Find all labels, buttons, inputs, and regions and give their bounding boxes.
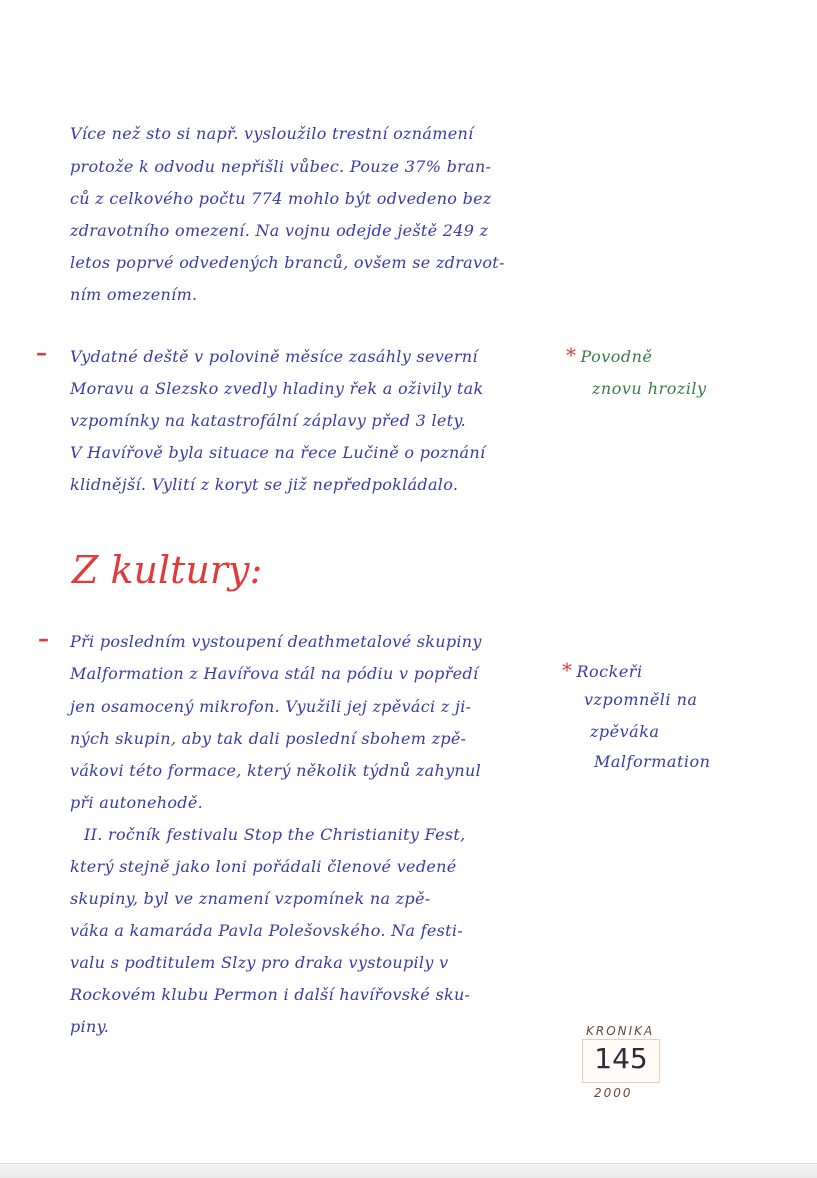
text-line: klidnější. Vylití z koryt se již nepředpokládalo. [70,475,459,494]
margin-note-line [566,343,652,367]
page-number: 145 [594,1042,648,1075]
text-line: letos poprvé odvedených branců, ovšem se zdravot- [70,253,505,272]
stamp-year: 2000 [594,1086,633,1100]
margin-note-line: znovu hrozily [592,379,707,398]
margin-note-text: Rockeři [576,662,643,681]
text-line: Více než sto si např. vysloužilo trestní oznámení [70,124,474,143]
margin-note-line: zpěváka [590,722,660,741]
page-bottom-edge [0,1163,817,1178]
margin-note-line: Malformation [594,752,711,771]
text-line: vzpomínky na katastrofální záplavy před 3 lety. [70,411,466,430]
text-line: Při posledním vystoupení deathmetalové skupiny [70,632,482,651]
text-line: při autonehodě. [70,793,204,812]
section-heading: Z kultury: [72,548,263,592]
text-line: protože k odvodu nepřišli vůbec. Pouze 37% bran- [70,157,492,176]
entry-dash: – [38,626,49,652]
margin-note-line [562,658,643,682]
text-line: vákovi této formace, který několik týdnů zahynul [70,761,482,780]
stamp-box [582,1039,660,1083]
text-line: Vydatné deště v polovině měsíce zasáhly severní [70,347,478,366]
text-line: jen osamocený mikrofon. Využili jej zpěváci z ji- [70,697,472,716]
text-line: piny. [70,1017,110,1036]
margin-note-text: Povodně [580,347,653,366]
text-line: váka a kamaráda Pavla Polešovského. Na festi- [70,921,463,940]
text-line: V Havířově byla situace na řece Lučině o poznání [70,443,486,462]
text-line: Malformation z Havířova stál na pódiu v popředí [70,664,479,683]
entry-dash: – [36,340,47,366]
text-line: který stejně jako loni pořádali členové vedené [70,857,457,876]
text-line: valu s podtitulem Slzy pro draka vystoupily v [70,953,449,972]
text-line: Moravu a Slezsko zvedly hladiny řek a oživily tak [70,379,484,398]
margin-note-line: vzpomněli na [584,690,698,709]
text-line: II. ročník festivalu Stop the Christianity Fest, [84,825,466,844]
asterisk-icon: * [562,658,573,682]
text-line: ných skupin, aby tak dali poslední sbohem zpě- [70,729,467,748]
text-line: ním omezením. [70,285,198,304]
text-line: ců z celkového počtu 774 mohlo být odvedeno bez [70,189,492,208]
asterisk-icon: * [566,343,577,367]
text-line: skupiny, byl ve znamení vzpomínek na zpě- [70,889,431,908]
stamp-title: KRONIKA [586,1024,655,1038]
text-line: Rockovém klubu Permon i další havířovské sku- [70,985,471,1004]
text-line: zdravotního omezení. Na vojnu odejde ještě 249 z [70,221,489,240]
